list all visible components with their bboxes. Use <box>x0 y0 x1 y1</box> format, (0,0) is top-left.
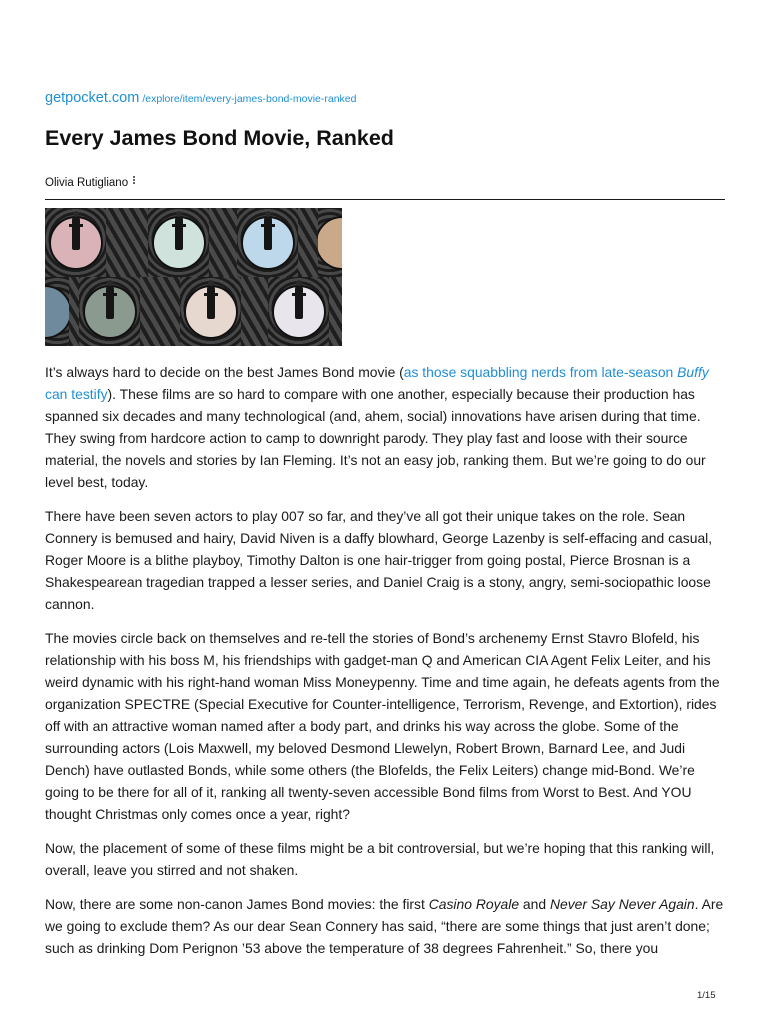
bond-figure <box>207 285 215 319</box>
paragraph-5: Now, there are some non-canon James Bond movies: the first Casino Royale and Never Say Never Again. Are we going to exclude them? As our dear Sean Connery has said, “there are some things that just aren’t done; such as drinking Dom Perignon ’53 above the temperature of 38 degrees Fahrenheit.” So, there you <box>45 896 724 956</box>
source-url[interactable] <box>45 89 356 107</box>
hero-tile-4 <box>318 208 342 277</box>
more-options-icon[interactable] <box>133 175 135 185</box>
gun-barrel-lens <box>45 287 69 337</box>
hero-tile-6 <box>79 277 140 346</box>
byline <box>45 175 135 189</box>
hero-tile-5 <box>45 277 69 346</box>
article-title: Every James Bond Movie, Ranked <box>45 126 394 150</box>
hero-tile-1 <box>45 208 106 277</box>
buffy-reference-link[interactable]: as those squabbling nerds from late-season Buffy can testify <box>45 364 709 402</box>
hero-tile-2 <box>148 208 209 277</box>
hero-tile-8 <box>268 277 329 346</box>
source-domain-link[interactable]: getpocket.com <box>45 90 140 106</box>
hero-tile-gap-1 <box>106 208 148 277</box>
hero-tile-3 <box>237 208 298 277</box>
paragraph-2: There have been seven actors to play 007 so far, and they’ve all got their unique takes on the role. Sean Connery is bemused and hairy, David Niven is a daffy blowhard, George Lazenby is self-effacing and casual, Roger Moore is a blithe playboy, Timothy Dalton is one hair-trigger from going postal, Pierce Brosnan is a Shakespearean tragedian trapped a lesser series, and Daniel Craig is a stony, angry, semi-sociopathic loose cannon. <box>45 508 713 612</box>
bond-figure <box>295 285 303 319</box>
gun-barrel-lens <box>318 218 342 268</box>
title-divider <box>45 199 725 200</box>
hero-tile-7 <box>180 277 241 346</box>
author-name: Olivia Rutigliano <box>45 177 129 189</box>
hero-tile-gap-2 <box>209 208 237 277</box>
hero-tile-gap-6 <box>241 277 268 346</box>
hero-tile-gap-7 <box>329 277 342 346</box>
hero-tile-gap-5 <box>140 277 180 346</box>
bond-figure <box>106 285 114 319</box>
paragraph-3: The movies circle back on themselves and re-tell the stories of Bond’s archenemy Ernst Stavro Blofeld, his relationship with his boss M, his friendships with gadget-man Q and American CIA Agent Felix Leiter, and his weird dynamic with his right-hand woman Miss Moneypenny. Time and time again, he defeats agents from the organization SPECTRE (Special Executive for Counter-intelligence, Terrorism, Revenge, and Extortion), rides off with an attractive woman named after a body part, and drinks his way across the globe. Some of the surrounding actors (Lois Maxwell, my beloved Desmond Llewelyn, Robert Brown, Barnard Lee, and Judi Dench) have outlasted Bonds, while some others (the Blofelds, the Felix Leiters) change mid-Bond. We’re going to be there for all of it, ranking all twenty-seven accessible Bond films from Worst to Best. And YOU thought Christmas only comes once a year, right? <box>45 630 720 822</box>
bond-figure <box>72 216 80 250</box>
bond-figure <box>264 216 272 250</box>
hero-image <box>45 208 342 346</box>
hero-tile-gap-3 <box>298 208 318 277</box>
bond-figure <box>175 216 183 250</box>
paragraph-4: Now, the placement of some of these films might be a bit controversial, but we’re hoping that this ranking will, overall, leave you stirred and not shaken. <box>45 840 715 878</box>
page-number: 1/15 <box>697 990 716 1001</box>
article-body <box>45 361 725 971</box>
hero-tile-gap-4 <box>69 277 79 346</box>
paragraph-1: It’s always hard to decide on the best James Bond movie (as those squabbling nerds from late-season Buffy can testify). These films are so hard to compare with one another, especially because their production has spanned six decades and many technological (and, ahem, social) innovations have arisen during that time. They swing from hardcore action to camp to downright parody. They play fast and loose with their source material, the novels and stories by Ian Fleming. It’s not an easy job, ranking them. But we’re going to do our level best, today. <box>45 364 709 490</box>
source-path-link[interactable]: /explore/item/every-james-bond-movie-ranked <box>142 93 357 105</box>
